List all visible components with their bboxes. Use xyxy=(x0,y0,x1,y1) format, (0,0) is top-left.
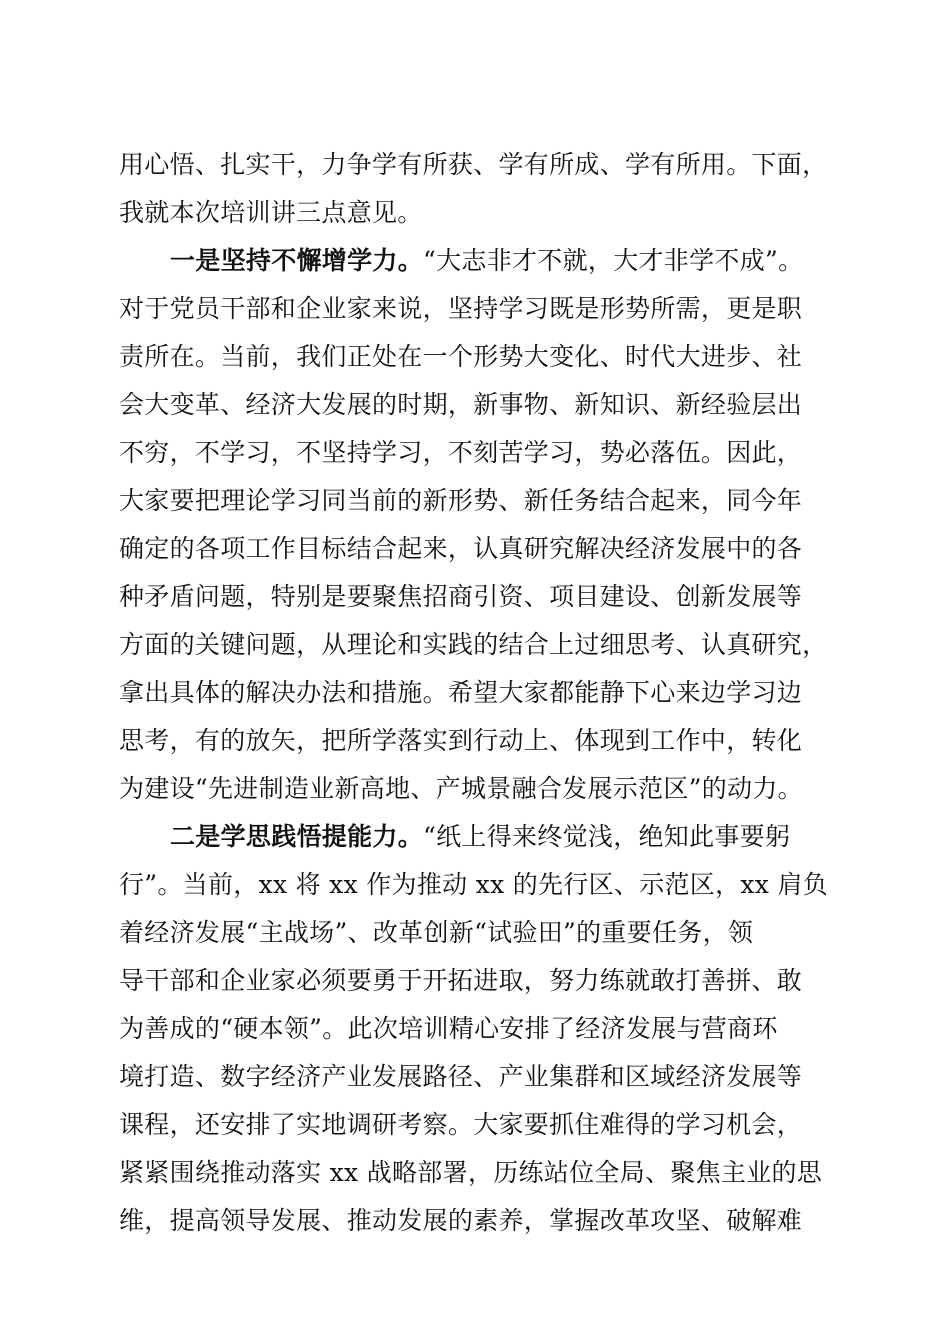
paragraph-line: 紧紧围绕推动落实 xx 战略部署，历练站位全局、聚焦主业的思 xyxy=(119,1158,823,1187)
paragraph-line: 境打造、数字经济产业发展路径、产业集群和区域经济发展等 xyxy=(119,1062,803,1091)
paragraph-line: 课程，还安排了实地调研考察。大家要抓住难得的学习机会， xyxy=(119,1110,803,1139)
paragraph-line xyxy=(170,246,850,276)
paragraph-line: 确定的各项工作目标结合起来，认真研究解决经济发展中的各 xyxy=(119,534,803,563)
paragraph-line: 我就本次培训讲三点意见。 xyxy=(119,198,423,227)
paragraph-line: 着经济发展“主战场”、改革创新“试验田”的重要任务，领 xyxy=(119,918,754,947)
paragraph-line: 维，提高领导发展、推动发展的素养，掌握改革攻坚、破解难 xyxy=(119,1206,803,1235)
paragraph-line: 对于党员干部和企业家来说，坚持学习既是形势所需，更是职 xyxy=(119,294,803,323)
section-heading: 一是坚持不懈增学力。 xyxy=(170,246,424,275)
paragraph-line: 为善成的“硬本领”。此次培训精心安排了经济发展与营商环 xyxy=(119,1014,778,1043)
paragraph-line: 种矛盾问题，特别是要聚焦招商引资、项目建设、创新发展等 xyxy=(119,582,803,611)
paragraph-line: 行”。当前，xx 将 xx 作为推动 xx 的先行区、示范区，xx 肩负 xyxy=(119,870,829,899)
paragraph-line: 导干部和企业家必须要勇于开拓进取，努力练就敢打善拼、敢 xyxy=(119,966,803,995)
paragraph-line: 责所在。当前，我们正处在一个形势大变化、时代大进步、社 xyxy=(119,342,803,371)
paragraph-line: 思考，有的放矢，把所学落实到行动上、体现到工作中，转化 xyxy=(119,726,803,755)
paragraph-line: 会大变革、经济大发展的时期，新事物、新知识、新经验层出 xyxy=(119,390,803,419)
paragraph-line: 不穷，不学习，不坚持学习，不刻苦学习，势必落伍。因此， xyxy=(119,438,803,467)
paragraph-line: 大家要把理论学习同当前的新形势、新任务结合起来，同今年 xyxy=(119,486,803,515)
paragraph-text: “纸上得来终觉浅，绝知此事要躬 xyxy=(423,822,791,851)
paragraph-line xyxy=(170,822,850,852)
paragraph-line: 方面的关键问题，从理论和实践的结合上过细思考、认真研究， xyxy=(119,630,828,659)
paragraph-line: 拿出具体的解决办法和措施。希望大家都能静下心来边学习边 xyxy=(119,678,803,707)
paragraph-line: 用心悟、扎实干，力争学有所获、学有所成、学有所用。下面， xyxy=(119,150,828,179)
paragraph-text: “大志非才不就，大才非学不成”。 xyxy=(423,246,804,275)
paragraph-line: 为建设“先进制造业新高地、产城景融合发展示范区”的动力。 xyxy=(119,774,803,803)
section-heading: 二是学思践悟提能力。 xyxy=(170,822,424,851)
